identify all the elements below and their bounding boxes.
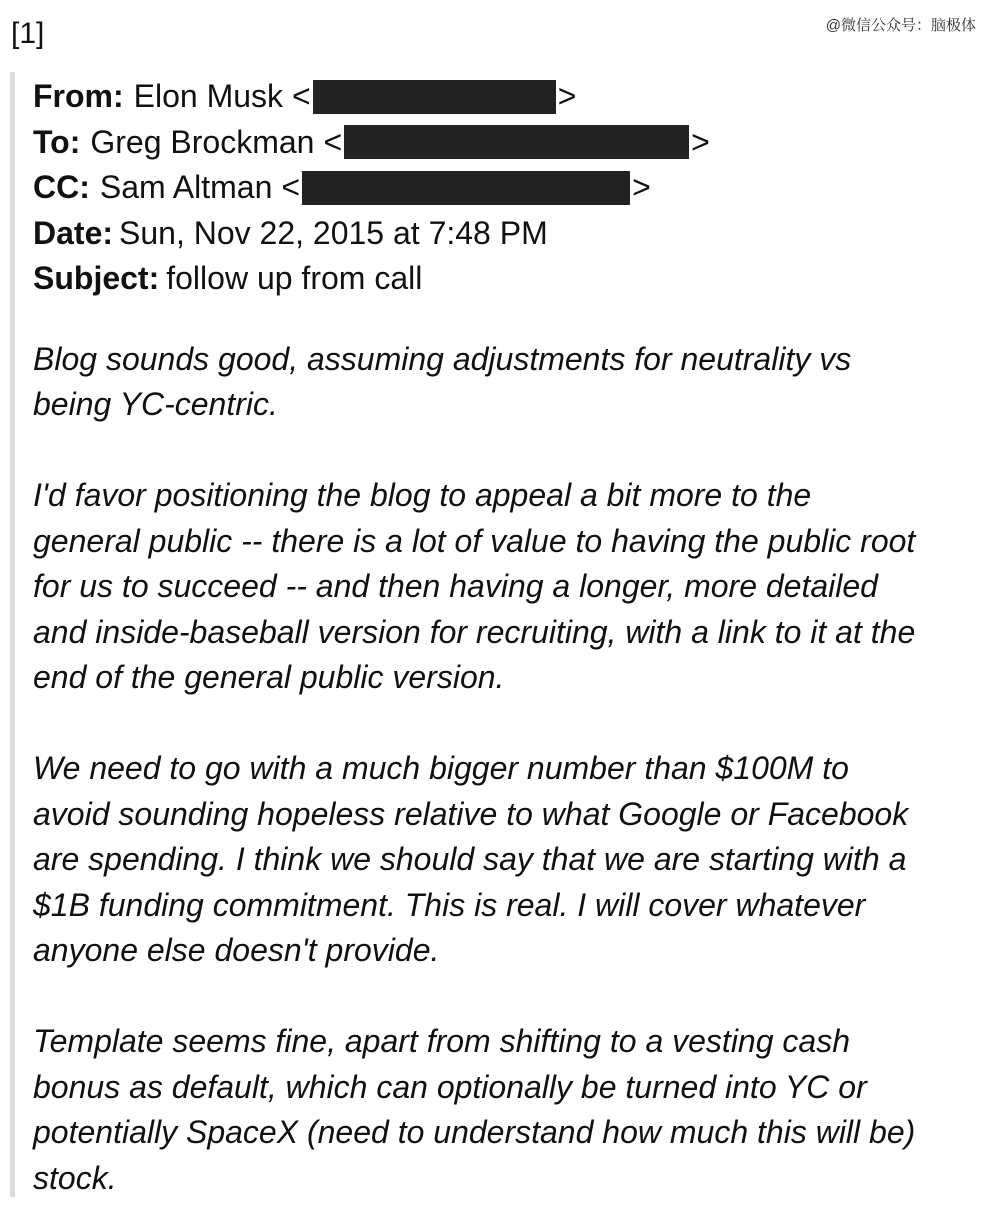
body-line: $1B funding commitment. This is real. I will cover whatever bbox=[33, 886, 866, 923]
quote-bar bbox=[10, 72, 15, 1197]
cc-close-bracket: > bbox=[632, 169, 651, 205]
body-line: are spending. I think we should say that we are starting with a bbox=[33, 841, 907, 877]
body-line: We need to go with a much bigger number than $100M to bbox=[33, 750, 849, 786]
paragraph-spacer bbox=[33, 974, 995, 1020]
subject-value: follow up from call bbox=[166, 260, 423, 296]
body-line: bonus as default, which can optionally be turned into YC or bbox=[33, 1068, 867, 1105]
email-body bbox=[33, 337, 995, 1202]
paragraph bbox=[33, 1019, 995, 1201]
date-line bbox=[33, 211, 995, 257]
paragraph-spacer bbox=[33, 428, 995, 474]
to-close-bracket: > bbox=[691, 123, 710, 160]
cc-name: Sam Altman bbox=[99, 169, 273, 205]
subject-key: Subject: bbox=[33, 260, 160, 296]
body-line: potentially SpaceX (need to understand how much this will be) bbox=[33, 1114, 916, 1150]
cc-email-redaction bbox=[302, 171, 630, 205]
body-line: and inside-baseball version for recruiting, with a link to it at the bbox=[33, 613, 916, 650]
paragraph bbox=[33, 473, 995, 701]
date-value: Sun, Nov 22, 2015 at 7:48 PM bbox=[119, 214, 548, 251]
to-line bbox=[33, 120, 995, 166]
paragraph bbox=[33, 746, 995, 974]
from-line bbox=[33, 74, 995, 120]
body-line: Template seems fine, apart from shifting to a vesting cash bbox=[33, 1023, 850, 1059]
email-headers bbox=[33, 74, 995, 302]
from-close-bracket: > bbox=[557, 78, 577, 114]
subject-line bbox=[33, 256, 995, 302]
to-key: To: bbox=[33, 123, 81, 160]
cc-open-bracket: < bbox=[281, 169, 301, 205]
to-name: Greg Brockman bbox=[90, 123, 315, 160]
watermark: @微信公众号：脑极体 bbox=[825, 17, 976, 34]
to-email-redaction bbox=[344, 125, 689, 159]
email-block bbox=[33, 74, 995, 1201]
from-name: Elon Musk bbox=[133, 78, 284, 114]
cc-key: CC: bbox=[33, 169, 90, 205]
to-open-bracket: < bbox=[323, 123, 343, 160]
from-key: From: bbox=[33, 78, 124, 114]
from-open-bracket: < bbox=[292, 78, 311, 114]
paragraph-spacer bbox=[33, 701, 995, 747]
body-line: Blog sounds good, assuming adjustments for neutrality vs bbox=[33, 340, 852, 377]
body-line: being YC-centric. bbox=[33, 386, 278, 422]
cc-line bbox=[33, 165, 995, 211]
body-line: general public -- there is a lot of value to having the public root bbox=[33, 522, 916, 559]
body-line: for us to succeed -- and then having a longer, more detailed bbox=[33, 568, 878, 604]
body-line: end of the general public version. bbox=[33, 659, 505, 695]
from-email-redaction bbox=[313, 80, 556, 114]
body-line: I'd favor positioning the blog to appeal a bit more to the bbox=[33, 477, 812, 513]
body-line: anyone else doesn't provide. bbox=[33, 932, 440, 968]
body-line: stock. bbox=[33, 1159, 117, 1196]
reference-label: [1] bbox=[11, 17, 45, 50]
date-key: Date: bbox=[33, 214, 114, 251]
body-line: avoid sounding hopeless relative to what Google or Facebook bbox=[33, 795, 909, 832]
header-spacer bbox=[33, 302, 995, 337]
paragraph bbox=[33, 337, 995, 428]
